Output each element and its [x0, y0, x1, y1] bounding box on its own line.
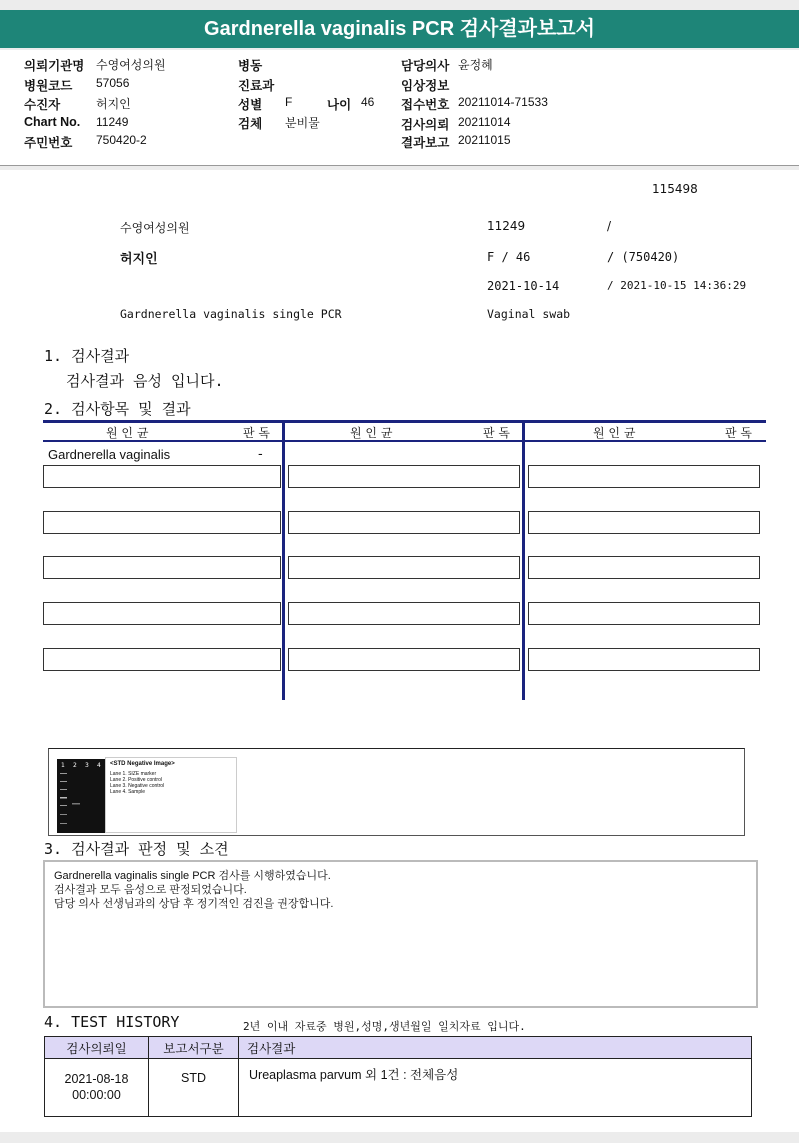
history-header-date: 검사의뢰일	[45, 1037, 149, 1059]
opinion-box	[43, 860, 758, 1008]
history-header-result: 검사결과	[239, 1037, 752, 1059]
label-doctor: 담당의사	[401, 59, 450, 73]
result-cell	[43, 648, 281, 671]
section1-title: 1. 검사결과	[44, 347, 130, 365]
result-summary: 검사결과 음성 입니다.	[66, 372, 224, 390]
grid-header-rule	[43, 440, 766, 442]
result-cell	[528, 465, 760, 488]
value-specimen: 분비물	[285, 116, 320, 130]
label-sex: 성별	[238, 98, 263, 112]
value-chart-no: 11249	[96, 115, 129, 129]
result-cell	[288, 556, 520, 579]
result-cell	[288, 602, 520, 625]
label-clinical-info: 임상정보	[401, 79, 450, 93]
chart-number: 11249	[487, 219, 526, 233]
section2-title: 2. 검사항목 및 결과	[44, 400, 191, 418]
label-ward: 병동	[238, 59, 263, 73]
gel-legend-line: Lane 3. Negative control	[110, 783, 165, 789]
section3-title: 3. 검사결과 판정 및 소견	[44, 840, 229, 858]
result-cell	[43, 511, 281, 534]
value-sex: F	[285, 95, 293, 109]
history-header-type: 보고서구분	[149, 1037, 239, 1059]
opinion-line: 담당 의사 선생님과의 상담 후 정기적인 검진을 권장합니다.	[54, 898, 334, 910]
result-cell	[288, 511, 520, 534]
grid-top-rule	[43, 420, 766, 423]
gel-lane-1: 1	[61, 762, 65, 769]
result-cell	[43, 556, 281, 579]
result-cell	[528, 648, 760, 671]
opinion-line: 검사결과 모두 음성으로 판정되었습니다.	[54, 884, 247, 896]
label-ssn: 주민번호	[24, 136, 73, 150]
label-report-date: 결과보고	[401, 136, 450, 150]
gel-lane-2: 2	[73, 762, 77, 769]
result-cell	[528, 511, 760, 534]
grid-divider-2	[522, 420, 525, 700]
grid-divider-1	[282, 420, 285, 700]
history-result: Ureaplasma parvum 외 1건 : 전체음성	[239, 1059, 752, 1117]
clinic-name: 수영여성의원	[120, 221, 190, 235]
ssn-short: / (750420)	[607, 250, 680, 264]
gel-legend	[105, 757, 237, 833]
gel-lane-4: 4	[97, 762, 101, 769]
gel-legend-line: Lane 1. SIZE marker	[110, 771, 157, 777]
label-request-date: 검사의뢰	[401, 118, 450, 132]
gel-bands-graphic	[57, 759, 105, 833]
label-hospital-code: 병원코드	[24, 79, 73, 93]
value-request-date: 20211014	[458, 115, 511, 129]
value-ssn: 750420-2	[96, 133, 147, 147]
label-department: 진료과	[238, 79, 275, 93]
label-patient: 수진자	[24, 98, 61, 112]
col-organism-3: 원 인 균	[593, 426, 636, 440]
gel-lane-3: 3	[85, 762, 89, 769]
specimen-type: Vaginal swab	[487, 307, 571, 321]
value-hospital-code: 57056	[96, 76, 130, 90]
label-chart-no: Chart No.	[24, 115, 81, 129]
result-cell	[528, 602, 760, 625]
result-cell	[43, 602, 281, 625]
col-reading-1: 판 독	[243, 426, 270, 440]
label-accession-no: 접수번호	[401, 98, 450, 112]
organism-reading: -	[258, 447, 263, 462]
col-organism-1: 원 인 균	[106, 426, 149, 440]
value-accession-no: 20211014-71533	[458, 95, 548, 109]
gel-image-panel	[48, 748, 745, 836]
gel-legend-title: <STD Negative Image>	[110, 761, 175, 767]
col-organism-2: 원 인 균	[350, 426, 393, 440]
report-number: 115498	[652, 182, 698, 196]
request-date: 2021-10-14	[487, 279, 560, 293]
label-requesting-clinic: 의뢰기관명	[24, 59, 85, 73]
test-name: Gardnerella vaginalis single PCR	[120, 307, 342, 321]
history-row	[45, 1059, 752, 1117]
report-datetime: / 2021-10-15 14:36:29	[607, 279, 747, 292]
gel-electrophoresis-image	[57, 759, 105, 833]
history-time: 00:00:00	[72, 1088, 121, 1102]
opinion-line: Gardnerella vaginalis single PCR 검사를 시행하였습니다.	[54, 870, 331, 882]
patient-name: 허지인	[120, 252, 158, 267]
chart-separator: /	[607, 219, 612, 233]
value-doctor: 윤정혜	[458, 58, 493, 72]
result-cell	[288, 465, 520, 488]
col-reading-3: 판 독	[725, 426, 752, 440]
gel-legend-line: Lane 4. Sample	[110, 789, 146, 795]
report-sheet	[0, 170, 799, 1132]
history-date-cell	[45, 1059, 149, 1117]
label-age: 나이	[327, 98, 352, 112]
gel-legend-line: Lane 2. Positive control	[110, 777, 162, 783]
history-type: STD	[149, 1059, 239, 1117]
report-title: Gardnerella vaginalis PCR 검사결과보고서	[0, 10, 799, 48]
result-cell	[43, 465, 281, 488]
value-patient: 허지인	[96, 97, 131, 111]
value-requesting-clinic: 수영여성의원	[96, 58, 166, 72]
result-cell	[528, 556, 760, 579]
value-report-date: 20211015	[458, 133, 511, 147]
sex-age: F / 46	[487, 250, 531, 264]
result-cell	[288, 648, 520, 671]
col-reading-2: 판 독	[483, 426, 510, 440]
label-specimen: 검체	[238, 117, 263, 131]
history-date: 2021-08-18	[64, 1072, 129, 1086]
value-age: 46	[361, 95, 375, 109]
test-history-table	[44, 1036, 752, 1117]
history-note: 2년 이내 자료중 병원,성명,생년월일 일치자료 입니다.	[243, 1020, 526, 1033]
organism-name: Gardnerella vaginalis	[48, 447, 171, 462]
patient-info-panel	[0, 50, 799, 166]
section4-title: 4. TEST HISTORY	[44, 1013, 180, 1031]
